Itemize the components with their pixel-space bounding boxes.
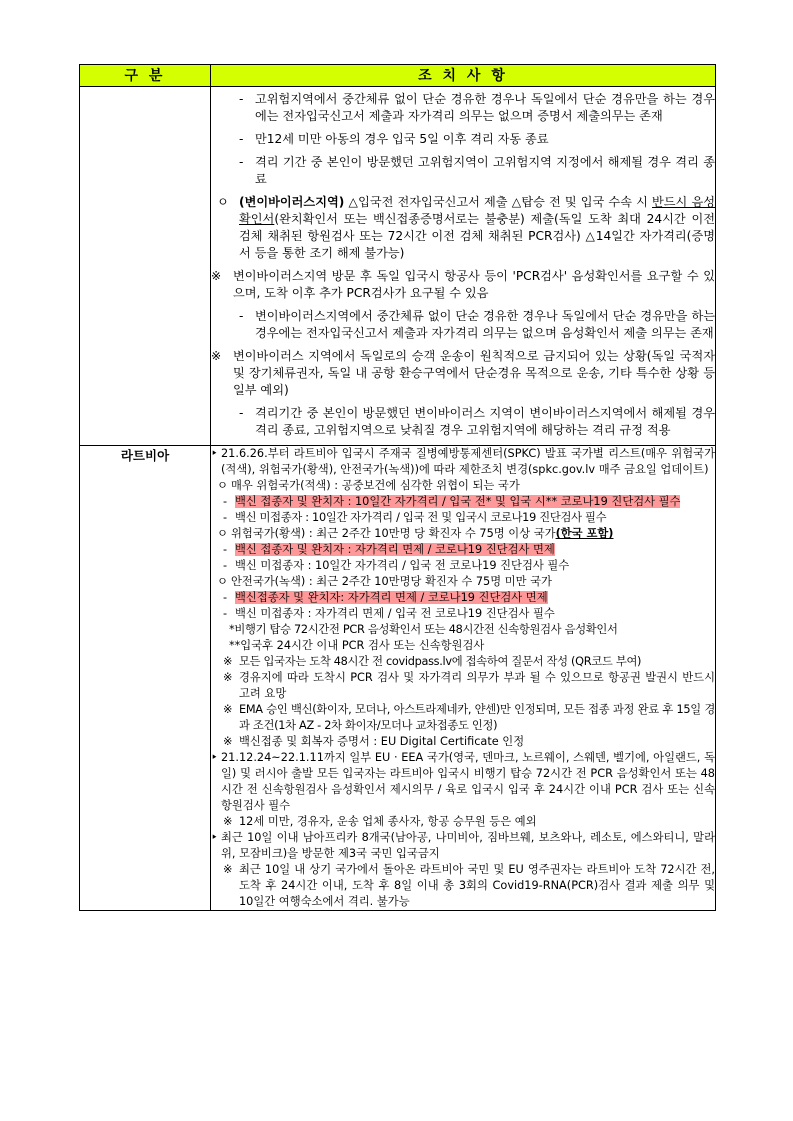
measures-table bbox=[79, 64, 716, 911]
list-item: - 만12세 미만 아동의 경우 입국 5일 이후 격리 자동 종료 bbox=[239, 132, 549, 146]
list-item-note: ※ 모든 입국자는 도착 48시간 전 covidpass.lv에 접속하여 질문서 작성 (QR코드 부여) bbox=[223, 655, 642, 668]
variant-region-title: (변이바이러스지역) bbox=[239, 195, 345, 209]
list-item: - 백신 미접종자 : 10일간 자가격리 / 입국 전 및 입국시 코로나19 진단검사 필수 bbox=[223, 511, 607, 524]
negative-certificate-underlined: 반드시 음성확인서 bbox=[239, 195, 715, 226]
measures-cell-germany bbox=[211, 87, 716, 446]
list-item-green: ㅇ 안전국가(녹색) : 최근 2주간 10만명당 확진자 수 75명 미만 국가 bbox=[217, 575, 552, 588]
list-item-yellow: ㅇ 위험국가(황색) : 최근 2주간 10만명 당 확진자 수 75명 이상 국가(한국 포함) bbox=[217, 527, 614, 540]
footnote: *비행기 탑승 72시간전 PCR 음성확인서 또는 48시간전 신속항원검사 음성확인서 bbox=[229, 623, 618, 636]
list-item: ‣ 21.6.26.부터 라트비아 입국시 주재국 질병예방통제센터(SPKC) 발표 국가별 리스트(매우 위험국가(적색), 위험국가(황색), 안전국가(녹색))에 따라 제한조치 변경(spkc.gov.lv 매주 금요일 업데이트) bbox=[211, 447, 715, 476]
list-item-variant-region: ㅇ (변이바이러스지역) △입국전 전자입국신고서 제출 △탑승 전 및 입국 수속 시 반드시 음성확인서(완치확인서 또는 백신접종증명서로는 불충분) 제출(독일 도착 최대 24시간 이전 검체 채취된 항원검사 또는 72시간 이전 검체 채취된 PCR검사) △14일간 자가격리(증명서 등을 통한 조기 해제 불가능) bbox=[217, 195, 715, 260]
list-item: - 백신 접종자 및 완치자 : 10일간 자가격리 / 입국 전* 및 입국 시** 코로나19 진단검사 필수 bbox=[223, 495, 681, 508]
list-item-note: ※ 최근 10일 내 상기 국가에서 돌아온 라트비아 국민 및 EU 영주권자는 라트비아 도착 72시간 전, 도착 후 24시간 이내, 도착 후 8일 이내 총 3회의 Covid19-RNA(PCR)검사 결과 제출 의무 및 10일간 여행숙소에서 격리. 불가능 bbox=[223, 863, 715, 908]
list-item-note: ※ 변이바이러스지역 방문 후 독일 입국시 항공사 등이 'PCR검사' 음성확인서를 요구할 수 있으며, 도착 이후 추가 PCR검사가 요구될 수 있음 bbox=[211, 269, 715, 300]
list-item-note: ※ 12세 미만, 경유자, 운송 업체 종사자, 항공 승무원 등은 예외 bbox=[223, 815, 537, 828]
list-item: - 격리기간 중 본인이 방문했던 변이바이러스 지역이 변이바이러스지역에서 해제될 경우 격리 종료, 고위험지역으로 낮춰질 경우 고위험지역에 해당하는 격리 규정 적용 bbox=[239, 406, 715, 437]
list-item: - 백신 미접종자 : 자가격리 면제 / 입국 전 코로나19 진단검사 필수 bbox=[223, 607, 555, 620]
list-item-note: ※ 경유지에 따라 도착시 PCR 검사 및 자가격리 의무가 부과 될 수 있으므로 항공권 발권시 반드시 고려 요망 bbox=[223, 671, 715, 700]
list-item: ‣ 21.12.24~22.1.11까지 일부 EU · EEA 국가(영국, 덴마크, 노르웨이, 스웨덴, 벨기에, 아일랜드, 독일) 및 러시아 출발 모든 입국자는 라트비아 입국시 비행기 탑승 72시간 전 PCR 음성확인서 또는 48시간 전 신속항원검사 음성확인서 제시의무 / 육로 입국시 입국 후 24시간 이내 PCR 검사 또는 신속항원검사 필수 bbox=[211, 751, 715, 812]
header-measures: 조 치 사 항 bbox=[211, 65, 716, 87]
list-item-note: ※ EMA 승인 백신(화이자, 모더나, 아스트라제네카, 얀센)만 인정되며, 모든 접종 과정 완료 후 15일 경과 조건(1차 AZ - 2차 화이자/모더나 교차접종도 인정) bbox=[223, 703, 715, 732]
list-item-red: ㅇ 매우 위험국가(적색) : 공중보건에 심각한 위협이 되는 국가 bbox=[217, 479, 520, 492]
highlight-green-vaccinated: 백신접종자 및 완치자: 자가격리 면제 / 코로나19 진단검사 면제 bbox=[235, 591, 548, 604]
list-item: - 백신 미접종자 : 10일간 자가격리 / 입국 전 코로나19 진단검사 필수 bbox=[223, 559, 570, 572]
country-cell-latvia: 라트비아 bbox=[80, 446, 211, 911]
list-item: - 백신접종자 및 완치자: 자가격리 면제 / 코로나19 진단검사 면제 bbox=[223, 591, 548, 604]
table-row-germany-continued bbox=[80, 87, 716, 446]
table-header-row bbox=[80, 65, 716, 87]
footnote: **입국후 24시간 이내 PCR 검사 또는 신속항원검사 bbox=[229, 639, 485, 652]
list-item-note: ※ 변이바이러스 지역에서 독일로의 승객 운송이 원칙적으로 금지되어 있는 상황(독일 국적자 및 장기체류권자, 독일 내 공항 환승구역에서 단순경유 목적으로 운송, 기타 특수한 상황 등 일부 예외) bbox=[211, 349, 715, 397]
highlight-yellow-vaccinated: 백신 접종자 및 완치자 : 자가격리 면제 / 코로나19 진단검사 면제 bbox=[235, 543, 555, 556]
header-category: 구 분 bbox=[80, 65, 211, 87]
list-item-note: ※ 백신접종 및 회복자 증명서 : EU Digital Certificate 인정 bbox=[223, 735, 525, 748]
measures-cell-latvia bbox=[211, 446, 716, 911]
list-item: - 고위험지역에서 중간체류 없이 단순 경유한 경우나 독일에서 단순 경유만을 하는 경우에는 전자입국신고서 제출과 자가격리 의무는 없으며 증명서 제출의무는 존재 bbox=[239, 92, 715, 123]
list-item: - 변이바이러스지역에서 중간체류 없이 단순 경유한 경우나 독일에서 단순 경유만을 하는 경우에는 전자입국신고서 제출과 자가격리 의무는 없으며 음성확인서 제출 의무는 존재 bbox=[239, 309, 715, 340]
country-cell-empty bbox=[80, 87, 211, 446]
list-item: - 백신 접종자 및 완치자 : 자가격리 면제 / 코로나19 진단검사 면제 bbox=[223, 543, 555, 556]
korea-included-label: (한국 포함) bbox=[555, 527, 614, 540]
highlight-red-vaccinated: 백신 접종자 및 완치자 : 10일간 자가격리 / 입국 전* 및 입국 시** 코로나19 진단검사 필수 bbox=[235, 495, 681, 508]
list-item: - 격리 기간 중 본인이 방문했던 고위험지역이 고위험지역 지정에서 해제될 경우 격리 종료 bbox=[239, 155, 715, 186]
table-row-latvia bbox=[80, 446, 716, 911]
list-item: ‣ 최근 10일 이내 남아프리카 8개국(남아공, 나미비아, 짐바브웨, 보츠와나, 레소토, 에스와티니, 말라위, 모잠비크)을 방문한 제3국 국민 입국금지 bbox=[211, 831, 715, 860]
